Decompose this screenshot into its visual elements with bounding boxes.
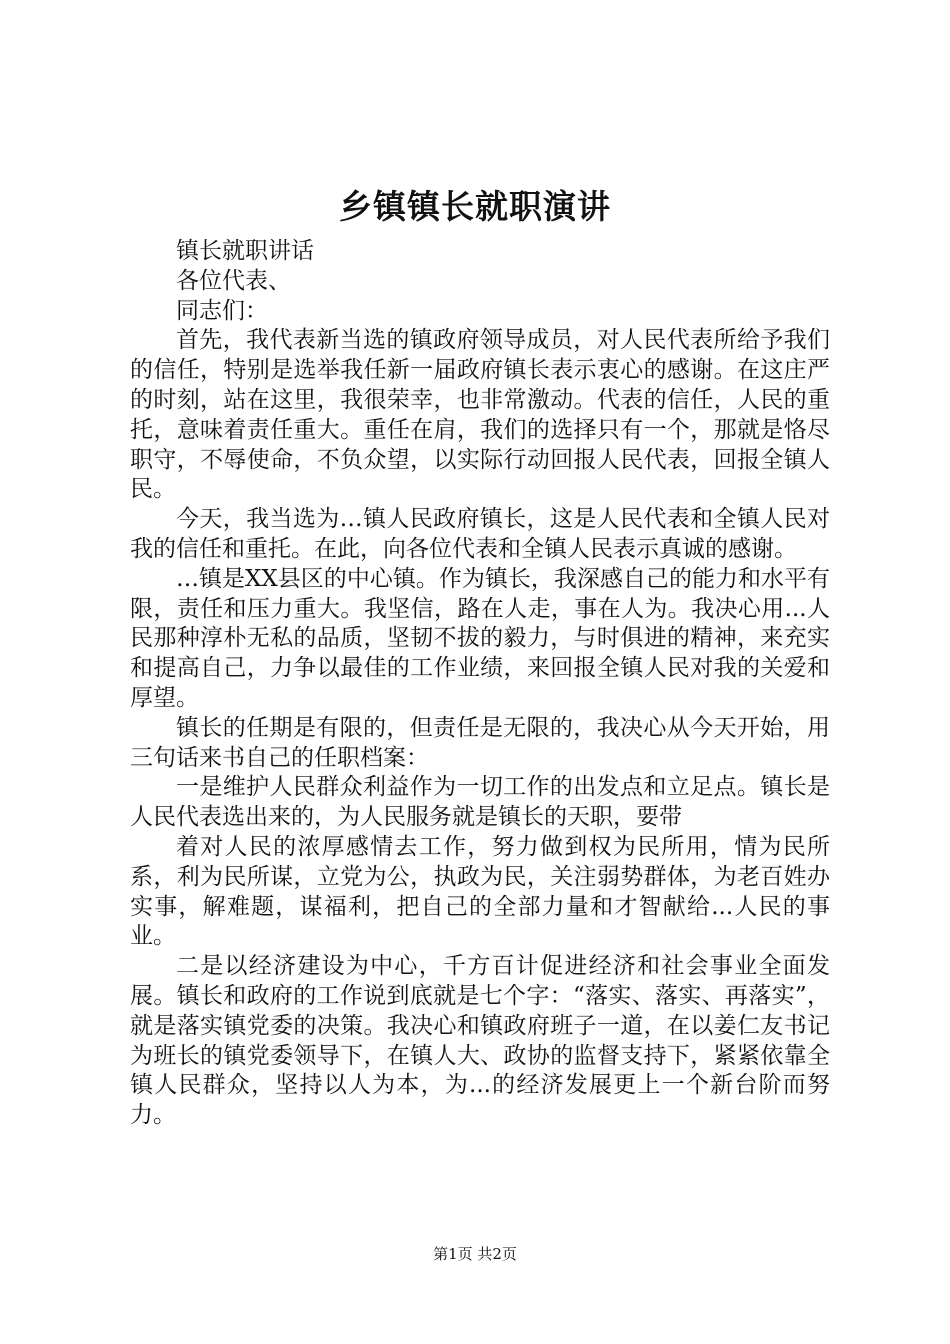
paragraph-salutation-2: 同志们： <box>176 297 268 324</box>
document-title: 乡镇镇长就职演讲 <box>339 187 611 226</box>
document-body <box>130 237 830 1131</box>
paragraph-body: 镇长的任期是有限的，但责任是无限的，我决心从今天开始，用三句话来书自己的任职档案： <box>130 714 830 771</box>
paragraph-body: 一是维护人民群众利益作为一切工作的出发点和立足点。镇长是人民代表选出来的，为人民服务就是镇长的天职，要带 <box>130 774 830 831</box>
paragraph-body: 今天，我当选为…镇人民政府镇长，这是人民代表和全镇人民对我的信任和重托。在此，向各位代表和全镇人民表示真诚的感谢。 <box>130 506 830 562</box>
page-number-footer: 第1页 共2页 <box>433 1245 517 1263</box>
paragraph-subtitle: 镇长就职讲话 <box>176 238 314 264</box>
paragraph-body: 二是以经济建设为中心，千方百计促进经济和社会事业全面发展。镇长和政府的工作说到底就是七个字：“落实、落实、再落实”，就是落实镇党委的决策。我决心和镇政府班子一道，在以姜仁友书记为班长的镇党委领导下，在镇人大、政协的监督支持下，紧紧依靠全镇人民群众，坚持以人为本，为...的经济发展更上一个新台阶而努力。 <box>130 953 830 1129</box>
paragraph-body: …镇是XX县区的中心镇。作为镇长，我深感自己的能力和水平有限，责任和压力重大。我坚信，路在人走，事在人为。我决心用...人民那种淳朴无私的品质，坚韧不拔的毅力，与时俱进的精神，来充实和提高自己，力争以最佳的工作业绩，来回报全镇人民对我的关爱和厚望。 <box>130 565 830 711</box>
paragraph-salutation-1: 各位代表、 <box>176 267 291 294</box>
paragraph-body: 着对人民的浓厚感情去工作，努力做到权为民所用，情为民所系，利为民所谋，立党为公，执政为民，关注弱势群体，为老百姓办实事，解难题，谋福利，把自己的全部力量和才智献给...人民的事业。 <box>130 833 830 950</box>
paragraph-body: 首先，我代表新当选的镇政府领导成员，对人民代表所给予我们的信任，特别是选举我任新一届政府镇长表示衷心的感谢。在这庄严的时刻，站在这里，我很荣幸，也非常激动。代表的信任，人民的重托，意味着责任重大。重任在肩，我们的选择只有一个，那就是恪尽职守，不辱使命，不负众望，以实际行动回报人民代表，回报全镇人民。 <box>130 327 830 503</box>
